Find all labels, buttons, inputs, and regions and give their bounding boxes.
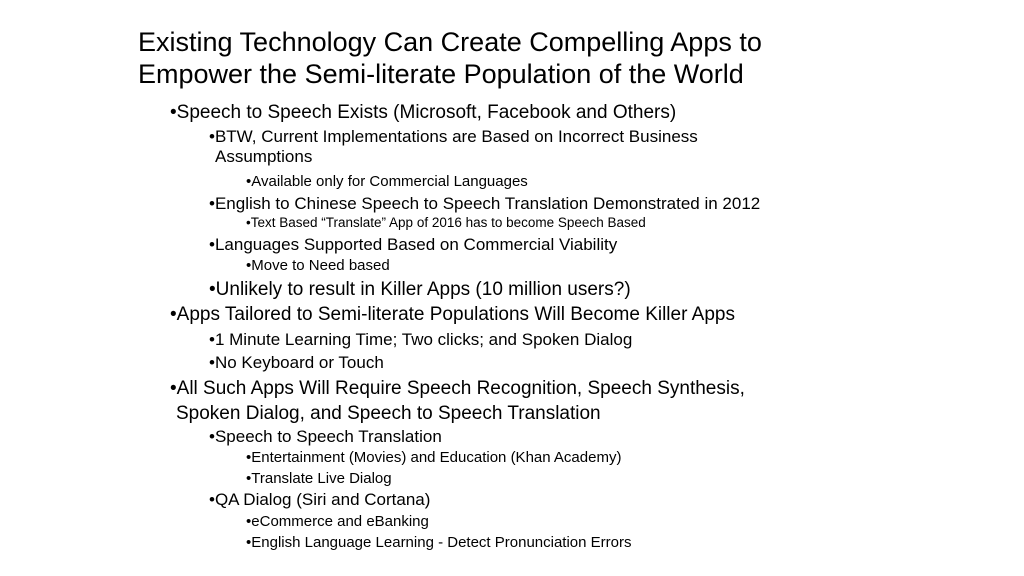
- bullet-dot: •: [209, 194, 215, 213]
- bullet-dot: •: [209, 353, 215, 372]
- bullet-item: [170, 102, 676, 124]
- bullet-text: Unlikely to result in Killer Apps (10 million users?): [215, 279, 631, 300]
- bullet-item: [209, 330, 632, 350]
- bullet-dot: •: [246, 257, 252, 274]
- bullet-dot: •: [246, 534, 252, 551]
- bullet-dot: •: [170, 304, 177, 325]
- bullet-dot: •: [246, 470, 252, 487]
- bullet-dot: •: [209, 235, 215, 254]
- bullet-item: [246, 257, 390, 275]
- bullet-item: [246, 470, 392, 488]
- bullet-item: [246, 449, 621, 467]
- bullet-item: [209, 353, 384, 373]
- bullet-dot: •: [209, 490, 215, 509]
- bullet-dot: •: [246, 173, 252, 190]
- bullet-item: [170, 376, 745, 426]
- bullet-text: Available only for Commercial Languages: [251, 173, 528, 190]
- bullet-item: [209, 127, 698, 167]
- bullet-text: Translate Live Dialog: [251, 470, 392, 487]
- bullet-item: [246, 513, 429, 531]
- bullet-text: eCommerce and eBanking: [251, 513, 429, 530]
- bullet-text: Speech to Speech Translation: [214, 427, 442, 446]
- bullet-dot: •: [170, 102, 177, 123]
- bullet-text: BTW, Current Implementations are Based on Incorrect Business: [214, 127, 698, 146]
- bullet-item: [209, 279, 631, 301]
- bullet-dot: •: [209, 127, 215, 146]
- bullet-text: All Such Apps Will Require Speech Recognition, Speech Synthesis,: [176, 378, 745, 399]
- bullet-item: [246, 173, 528, 191]
- bullet-dot: •: [209, 427, 215, 446]
- bullet-text: Apps Tailored to Semi-literate Populations Will Become Killer Apps: [176, 304, 735, 325]
- bullet-item: [209, 490, 430, 510]
- bullet-text: Languages Supported Based on Commercial Viability: [214, 235, 618, 254]
- bullet-text: No Keyboard or Touch: [214, 353, 384, 372]
- bullet-item: [246, 215, 646, 231]
- slide-title-line-1: Existing Technology Can Create Compelling Apps to: [138, 27, 762, 57]
- bullet-text-continuation: Assumptions: [215, 147, 313, 166]
- bullet-item: [209, 427, 442, 447]
- bullet-text: 1 Minute Learning Time; Two clicks; and Spoken Dialog: [214, 330, 633, 349]
- bullet-text: English to Chinese Speech to Speech Translation Demonstrated in 2012: [214, 194, 761, 213]
- bullet-item: [246, 534, 632, 552]
- bullet-text-continuation: Spoken Dialog, and Speech to Speech Translation: [176, 403, 601, 424]
- bullet-dot: •: [246, 513, 252, 530]
- bullet-dot: •: [209, 330, 215, 349]
- bullet-item: [209, 194, 760, 214]
- bullet-text: English Language Learning - Detect Pronunciation Errors: [251, 534, 632, 551]
- bullet-dot: •: [209, 279, 216, 300]
- bullet-item: [209, 235, 617, 255]
- slide-title-line-2: Empower the Semi-literate Population of the World: [138, 59, 744, 89]
- bullet-text: QA Dialog (Siri and Cortana): [214, 490, 431, 509]
- bullet-dot: •: [170, 378, 177, 399]
- bullet-text: Text Based “Translate” App of 2016 has to become Speech Based: [250, 215, 646, 230]
- bullet-text: Move to Need based: [251, 257, 390, 274]
- bullet-dot: •: [246, 215, 251, 230]
- bullet-text: Entertainment (Movies) and Education (Khan Academy): [251, 449, 622, 466]
- bullet-item: [170, 304, 735, 326]
- slide-title: [138, 26, 898, 90]
- bullet-dot: •: [246, 449, 252, 466]
- bullet-text: Speech to Speech Exists (Microsoft, Facebook and Others): [176, 102, 677, 123]
